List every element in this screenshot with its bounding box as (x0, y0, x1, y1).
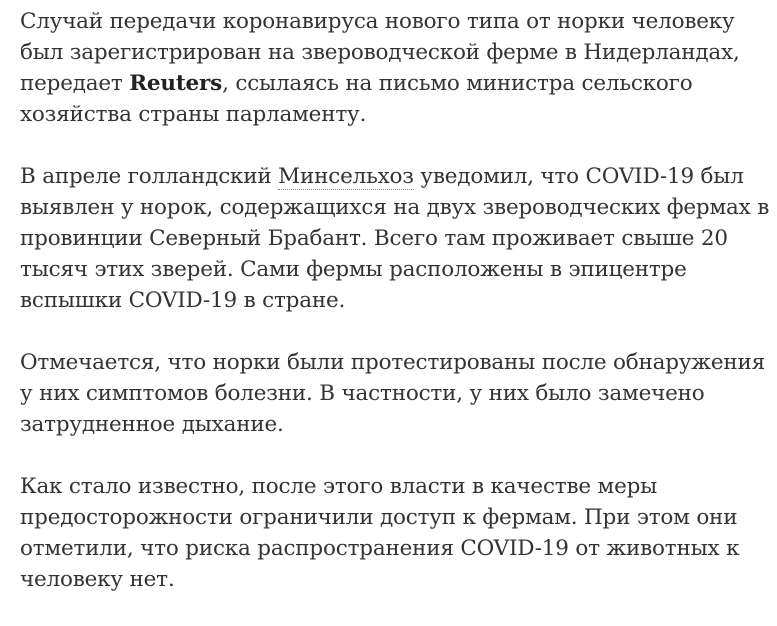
paragraph-1-text-end: , ссылаясь на письмо министра сельского хозяйства страны парламенту. (20, 71, 693, 127)
paragraph-3: Отмечается, что норки были протестированы после обнаружения у них симптомов болезни. В частности, у них было замечено затрудненное дыхание. (20, 350, 766, 437)
paragraph-1 (20, 6, 770, 130)
minselkhoz-link[interactable]: Минсельхоз (278, 164, 414, 189)
paragraph-1-text-start: Случай передачи коронавируса нового типа от норки человеку был зарегистрирован на звероводческой ферме в Нидерландах, передает (20, 9, 740, 96)
paragraph-2-text-start: В апреле голландский (20, 164, 279, 189)
paragraph-2-text-end: уведомил, что COVID-19 был выявлен у норок, содержащихся на двух звероводческих фермах в провинции Северный Брабант. Всего там проживает свыше 20 тысяч этих зверей. Сами фермы расположены в эпицентре вспышки COVID-19 в стране. (20, 164, 770, 313)
source-reuters: Reuters (129, 71, 223, 96)
paragraph-4: Как стало известно, после этого власти в качестве меры предосторожности ограничили доступ к фермам. При этом они отметили, что риска распространения COVID-19 от животных к человеку нет. (20, 474, 740, 592)
paragraph-2 (20, 161, 770, 316)
article-body (20, 6, 770, 626)
